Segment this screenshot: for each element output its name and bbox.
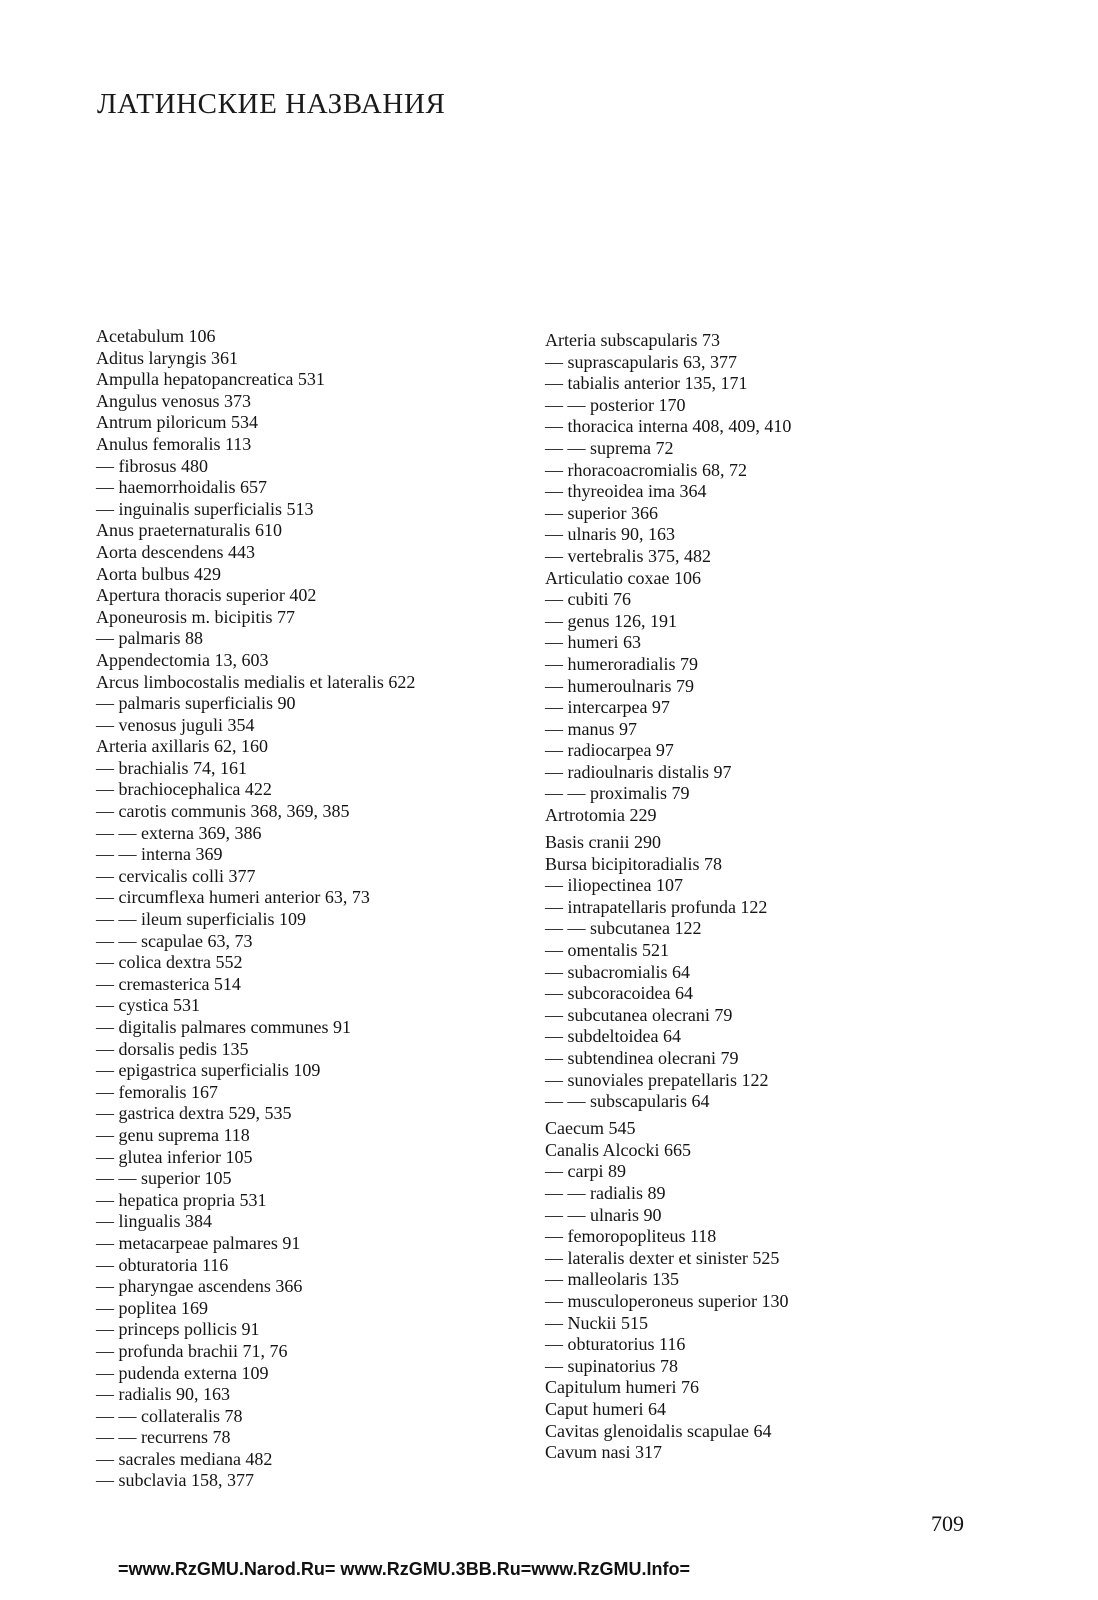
index-entry: — pharyngae ascendens 366 <box>96 1276 303 1297</box>
index-entry: — vertebralis 375, 482 <box>545 545 711 566</box>
index-entry: Artrotomia 229 <box>545 805 657 826</box>
index-entry: — carpi 89 <box>545 1161 626 1182</box>
index-entry: — femoralis 167 <box>96 1081 218 1102</box>
index-entry: Apertura thoracis superior 402 <box>96 585 317 606</box>
index-entry: — — posterior 170 <box>545 394 686 415</box>
index-entry: Aditus laryngis 361 <box>96 347 238 368</box>
index-entry: — gastrica dextra 529, 535 <box>96 1103 292 1124</box>
index-entry: — ulnaris 90, 163 <box>545 524 675 545</box>
index-entry: — genu suprema 118 <box>96 1124 250 1145</box>
index-entry: — carotis communis 368, 369, 385 <box>96 801 350 822</box>
index-entry: Capitulum humeri 76 <box>545 1377 699 1398</box>
index-entry: — thyreoidea ima 364 <box>545 481 707 502</box>
index-entry: — subcutanea olecrani 79 <box>545 1004 733 1025</box>
index-entry: — thoracica interna 408, 409, 410 <box>545 416 792 437</box>
index-entry: — tabialis anterior 135, 171 <box>545 373 748 394</box>
index-entry: — genus 126, 191 <box>545 610 677 631</box>
index-entry: — pudenda externa 109 <box>96 1362 269 1383</box>
index-entry: Appendectomia 13, 603 <box>96 649 269 670</box>
index-entry: — brachialis 74, 161 <box>96 757 247 778</box>
index-entry: — superior 366 <box>545 502 658 523</box>
index-entry: — circumflexa humeri anterior 63, 73 <box>96 887 370 908</box>
index-entry: — palmaris 88 <box>96 628 203 649</box>
index-entry: — — suprema 72 <box>545 437 674 458</box>
index-entry: — princeps pollicis 91 <box>96 1319 260 1340</box>
index-entry: Anus praeternaturalis 610 <box>96 520 282 541</box>
index-entry: — glutea inferior 105 <box>96 1146 253 1167</box>
index-entry: Ampulla hepatopancreatica 531 <box>96 369 325 390</box>
index-entry: — femoropopliteus 118 <box>545 1226 717 1247</box>
index-entry: — supinatorius 78 <box>545 1355 678 1376</box>
page-title: ЛАТИНСКИЕ НАЗВАНИЯ <box>97 88 446 120</box>
index-entry: — subcoracoidea 64 <box>545 983 693 1004</box>
index-entry: Arcus limbocostalis medialis et lateralis 622 <box>96 671 416 692</box>
index-entry: — brachiocephalica 422 <box>96 779 272 800</box>
index-entry: — — subscapularis 64 <box>545 1091 710 1112</box>
index-entry: — subtendinea olecrani 79 <box>545 1048 739 1068</box>
index-entry: Arteria subscapularis 73 <box>545 330 720 350</box>
index-column-right <box>545 330 1005 1464</box>
index-entry: — cubiti 76 <box>545 589 631 610</box>
index-entry: — poplitea 169 <box>96 1297 208 1318</box>
index-entry: Caput humeri 64 <box>545 1398 666 1419</box>
index-entry: — subclavia 158, 377 <box>96 1470 254 1491</box>
index-entry: — fibrosus 480 <box>96 455 208 476</box>
index-entry: Aorta descendens 443 <box>96 541 255 562</box>
index-entry: — intrapatellaris profunda 122 <box>545 896 768 917</box>
index-entry: — malleolaris 135 <box>545 1269 679 1290</box>
index-entry: — profunda brachii 71, 76 <box>96 1340 288 1361</box>
index-entry: — manus 97 <box>545 718 637 739</box>
index-entry: — lingualis 384 <box>96 1211 212 1232</box>
index-entry: — — collateralis 78 <box>96 1405 243 1426</box>
index-entry: — subdeltoidea 64 <box>545 1026 681 1047</box>
index-entry: — obturatorius 116 <box>545 1334 686 1355</box>
index-entry: — obturatoria 116 <box>96 1254 229 1275</box>
index-entry: — suprascapularis 63, 377 <box>545 351 737 372</box>
index-entry: — radialis 90, 163 <box>96 1384 230 1405</box>
index-entry: — — ulnaris 90 <box>545 1204 662 1225</box>
index-entry: Acetabulum 106 <box>96 326 216 346</box>
index-entry: Bursa bicipitoradialis 78 <box>545 853 722 874</box>
index-entry: Articulatio coxae 106 <box>545 567 701 588</box>
index-entry: — — radialis 89 <box>545 1182 666 1203</box>
index-entry: — subacromialis 64 <box>545 961 690 982</box>
index-entry: — humeroulnaris 79 <box>545 675 694 696</box>
index-entry: — — superior 105 <box>96 1168 232 1189</box>
index-entry: — cystica 531 <box>96 995 200 1016</box>
footer-watermark: =www.RzGMU.Narod.Ru= www.RzGMU.3BB.Ru=www.RzGMU.Info= <box>118 1559 691 1579</box>
index-entry: — colica dextra 552 <box>96 952 243 973</box>
index-entry: — radiocarpea 97 <box>545 740 674 761</box>
index-entry: — epigastrica superficialis 109 <box>96 1060 321 1081</box>
index-entry: — — proximalis 79 <box>545 783 690 804</box>
index-column-left <box>96 326 516 1492</box>
page-number: 709 <box>931 1511 964 1536</box>
index-entry: — digitalis palmares communes 91 <box>96 1017 351 1037</box>
index-entry: — omentalis 521 <box>545 940 669 961</box>
index-entry: — — scapulae 63, 73 <box>96 930 253 951</box>
index-entry: Caecum 545 <box>545 1118 636 1139</box>
index-entry: — dorsalis pedis 135 <box>96 1038 249 1059</box>
index-entry: — cremasterica 514 <box>96 973 241 994</box>
index-entry: — rhoracoacromialis 68, 72 <box>545 459 747 480</box>
index-entry: Antrum piloricum 534 <box>96 412 258 433</box>
index-entry: — lateralis dexter et sinister 525 <box>545 1247 780 1268</box>
index-entry: Cavum nasi 317 <box>545 1442 662 1463</box>
index-entry: Basis cranii 290 <box>545 832 661 853</box>
index-entry: — hepatica propria 531 <box>96 1189 267 1210</box>
index-entry: — intercarpea 97 <box>545 697 670 718</box>
index-entry: — cervicalis colli 377 <box>96 865 256 886</box>
index-entry: — Nuckii 515 <box>545 1312 648 1333</box>
index-entry: — — ileum superficialis 109 <box>96 909 306 930</box>
index-entry: — inguinalis superficialis 513 <box>96 498 314 519</box>
index-entry: — sunoviales prepatellaris 122 <box>545 1069 769 1090</box>
index-entry: — — interna 369 <box>96 844 223 865</box>
index-entry: — venosus juguli 354 <box>96 714 255 735</box>
index-entry: — musculoperoneus superior 130 <box>545 1290 789 1311</box>
index-entry: Aponeurosis m. bicipitis 77 <box>96 606 295 627</box>
index-entry: — radioulnaris distalis 97 <box>545 761 732 782</box>
index-entry: Arteria axillaris 62, 160 <box>96 736 268 757</box>
index-entry: — metacarpeae palmares 91 <box>96 1232 301 1253</box>
index-entry: Cavitas glenoidalis scapulae 64 <box>545 1420 772 1441</box>
index-entry: — humeroradialis 79 <box>545 653 698 674</box>
index-entry: — haemorrhoidalis 657 <box>96 477 267 498</box>
index-entry: Angulus venosus 373 <box>96 390 252 411</box>
index-entry: — — recurrens 78 <box>96 1427 231 1448</box>
index-entry: Aorta bulbus 429 <box>96 563 221 584</box>
index-entry: — palmaris superficialis 90 <box>96 693 296 714</box>
index-entry: Canalis Alcocki 665 <box>545 1139 691 1160</box>
index-entry: — humeri 63 <box>545 632 641 653</box>
index-entry: — — subcutanea 122 <box>545 918 702 939</box>
index-entry: — sacrales mediana 482 <box>96 1448 273 1469</box>
index-entry: — — externa 369, 386 <box>96 822 262 843</box>
index-entry: Anulus femoralis 113 <box>96 433 252 454</box>
index-entry: — iliopectinea 107 <box>545 875 683 896</box>
